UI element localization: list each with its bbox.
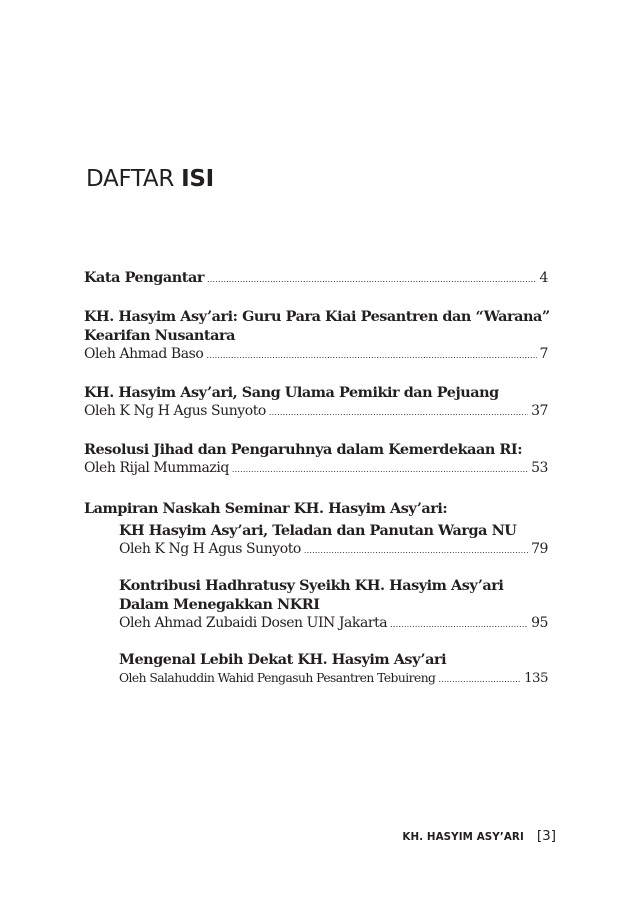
toc-subentry-3[interactable] [119,650,548,689]
page-title [86,166,214,192]
toc-page-number: 95 [531,615,548,631]
toc-entry-title: Resolusi Jihad dan Pengaruhnya dalam Kemerdekaan RI: [84,441,523,458]
toc-entry-title: KH. Hasyim Asy’ari: Guru Para Kiai Pesantren dan “Warana” [84,308,550,325]
toc-entry-title: KH. Hasyim Asy’ari, Sang Ulama Pemikir dan Pejuang [84,384,499,401]
toc-entry-title-continued: Kearifan Nusantara [84,327,235,344]
dot-leader [390,615,528,634]
toc-page-number: 135 [524,671,548,686]
table-of-contents [84,268,548,689]
toc-entry-title: Mengenal Lebih Dekat KH. Hasyim Asy’ari [119,651,447,668]
page-number: [3] [536,828,556,844]
toc-entry-author: Oleh K Ng H Agus Sunyoto [119,541,301,557]
toc-subentry-2[interactable] [119,576,548,634]
toc-entry-title-continued: Dalam Menegakkan NKRI [119,596,320,613]
page-footer [402,828,556,844]
toc-entry-title: KH Hasyim Asy’ari, Teladan dan Panutan Warga NU [119,522,517,539]
dot-leader [438,670,521,689]
toc-row [84,402,548,422]
dot-leader [304,541,528,560]
toc-row [84,345,548,365]
toc-page-number: 4 [539,270,548,286]
toc-row [119,614,548,634]
dot-leader [232,460,528,479]
running-title: KH. HASYIM ASY’ARI [402,831,524,843]
toc-entry-title: Kata Pengantar [84,269,204,286]
toc-entry-1[interactable] [84,307,548,365]
toc-row [119,540,548,560]
toc-entry-author: Oleh Ahmad Baso [84,346,204,362]
toc-subentry-1[interactable] [119,521,548,560]
lampiran-list [84,521,548,689]
toc-entry-author: Oleh Ahmad Zubaidi Dosen UIN Jakarta [119,615,388,631]
toc-entry-2[interactable] [84,383,548,422]
toc-entry-author: Oleh Salahuddin Wahid Pengasuh Pesantren Tebuireng [119,671,436,685]
toc-row [84,459,548,479]
dot-leader [269,403,528,422]
toc-entry-3[interactable] [84,440,548,479]
toc-entry-author: Oleh Rijal Mummaziq [84,460,229,476]
page-title-regular: DAFTAR [86,166,182,192]
toc-page-number: 37 [531,403,548,419]
toc-row [84,268,548,289]
toc-page-number: 7 [539,346,548,362]
dot-leader [207,270,537,289]
lampiran-heading: Lampiran Naskah Seminar KH. Hasyim Asy’ari: [84,500,448,517]
toc-entry-title: Kontribusi Hadhratusy Syeikh KH. Hasyim Asy’ari [119,577,504,594]
toc-page-number: 79 [531,541,548,557]
toc-entry-kata-pengantar[interactable] [84,268,548,289]
toc-page-number: 53 [531,460,548,476]
toc-row [119,669,548,689]
toc-entry-author: Oleh K Ng H Agus Sunyoto [84,403,266,419]
dot-leader [206,346,536,365]
page-title-bold: ISI [181,166,214,192]
